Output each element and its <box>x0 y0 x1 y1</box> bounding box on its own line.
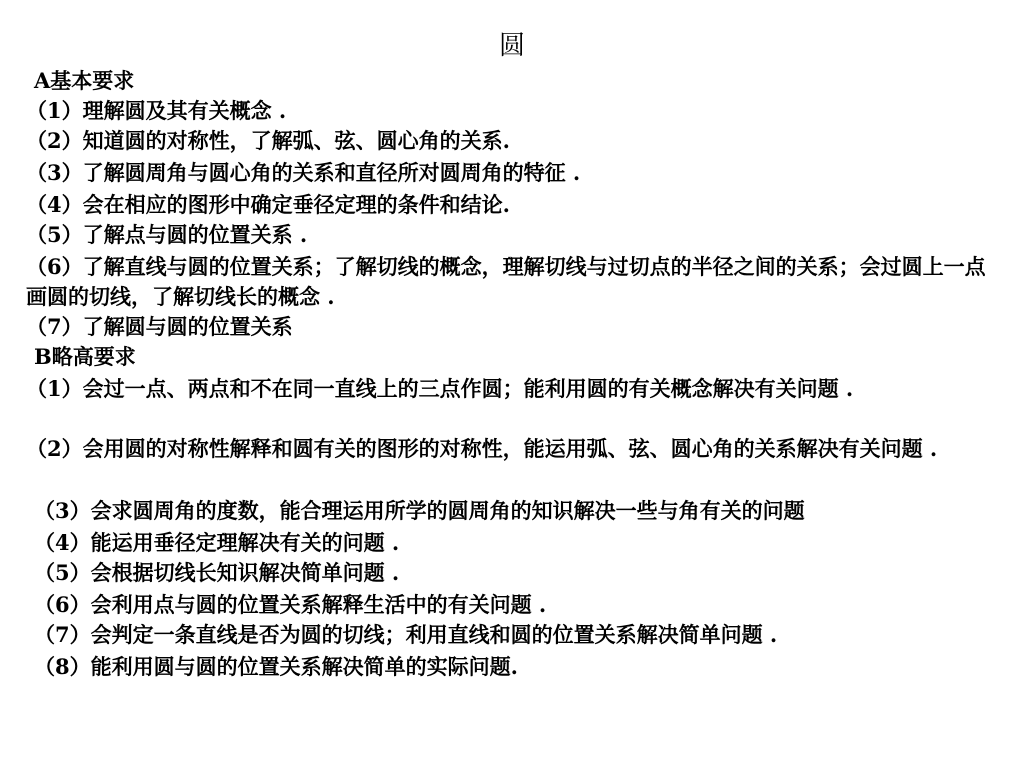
section-b-item-8: （8）能利用圆与圆的位置关系解决简单的实际问题. <box>34 654 518 679</box>
section-a-item-3: （3）了解圆周角与圆心角的关系和直径所对圆周角的特征 . <box>26 160 581 185</box>
slide-title: 圆 <box>498 31 525 61</box>
section-b-item-3: （3）会求圆周角的度数，能合理运用所学的圆周角的知识解决一些与角有关的问题 <box>34 498 805 523</box>
section-b-item-6: （6）会利用点与圆的位置关系解释生活中的有关问题 . <box>34 592 547 617</box>
section-a-item-7: （7）了解圆与圆的位置关系 <box>26 314 293 339</box>
section-b-item-1: （1）会过一点、两点和不在同一直线上的三点作圆；能利用圆的有关概念解决有关问题 . <box>26 376 854 401</box>
section-b-item-2: （2）会用圆的对称性解释和圆有关的图形的对称性，能运用弧、弦、圆心角的关系解决有关问题 . <box>26 436 938 461</box>
section-a-item-1: （1）理解圆及其有关概念 . <box>26 98 287 123</box>
section-a-item-5: （5）了解点与圆的位置关系 . <box>26 222 308 247</box>
section-b-item-4: （4）能运用垂径定理解决有关的问题 . <box>34 530 400 555</box>
section-b-item-7: （7）会判定一条直线是否为圆的切线；利用直线和圆的位置关系解决简单问题 . <box>34 622 778 647</box>
section-a-heading: A基本要求 <box>34 68 135 93</box>
section-a-item-2: （2）知道圆的对称性，了解弧、弦、圆心角的关系. <box>26 128 510 153</box>
section-a-item-6: （6）了解直线与圆的位置关系；了解切线的概念，理解切线与过切点的半径之间的关系；会过圆上一点画圆的切线，了解切线长的概念 . <box>26 254 986 309</box>
section-b-heading: B略高要求 <box>34 344 136 369</box>
section-b-item-5: （5）会根据切线长知识解决简单问题 . <box>34 560 400 585</box>
section-a-item-4: （4）会在相应的图形中确定垂径定理的条件和结论. <box>26 192 510 217</box>
